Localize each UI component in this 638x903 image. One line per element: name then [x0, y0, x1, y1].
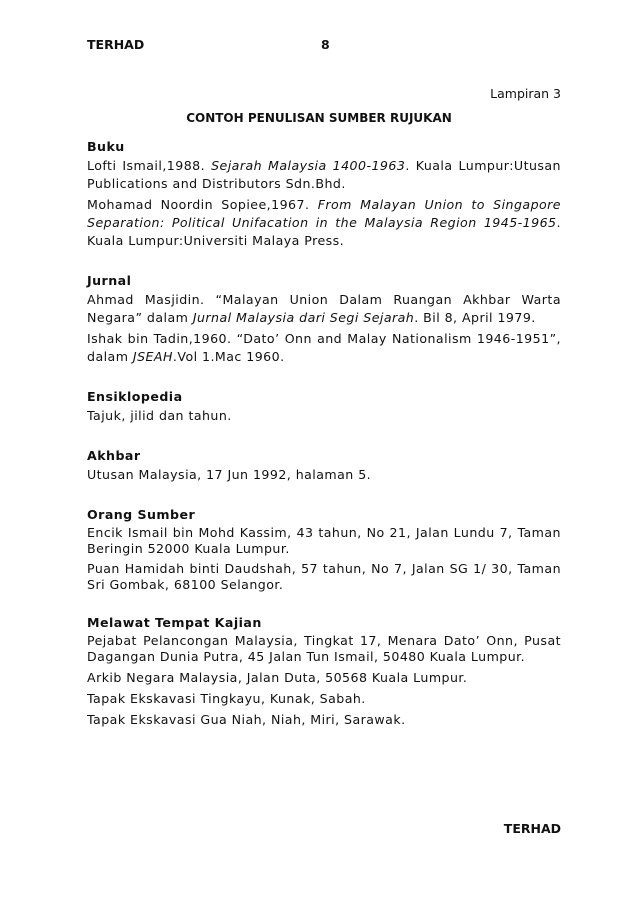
section-heading: Ensiklopedia: [87, 389, 183, 404]
entry-author: Mohamad Noordin Sopiee,1967.: [87, 197, 318, 212]
reference-entry: [87, 291, 561, 327]
entry-issue: .Vol 1.Mac 1960.: [172, 349, 285, 364]
section-ensiklopedia: [87, 387, 561, 425]
reference-entry: [87, 330, 561, 366]
reference-entry: Pejabat Pelancongan Malaysia, Tingkat 17, Menara Dato’ Onn, Pusat Dagangan Dunia Putra, 45 Jalan Tun Ismail, 50480 Kuala Lumpur.: [87, 633, 561, 664]
reference-entry: Encik Ismail bin Mohd Kassim, 43 tahun, No 21, Jalan Lundu 7, Taman Beringin 52000 Kuala Lumpur.: [87, 525, 561, 556]
footer-classification: TERHAD: [503, 821, 561, 836]
reference-entry: Tajuk, jilid dan tahun.: [87, 408, 232, 423]
section-heading: Jurnal: [87, 273, 132, 288]
reference-entry: Tapak Ekskavasi Gua Niah, Niah, Miri, Sarawak.: [87, 712, 406, 727]
section-heading: Melawat Tempat Kajian: [87, 615, 262, 630]
entry-title: From Malayan Union to Singapore Separation: Political Unifacation in the Malaysia Region 1945-1965: [87, 197, 561, 230]
entry-author: Lofti Ismail,1988.: [87, 158, 212, 173]
reference-entry: [87, 196, 561, 250]
section-melawat-tempat-kajian: [87, 613, 561, 729]
section-heading: Akhbar: [87, 448, 141, 463]
entry-title: Sejarah Malaysia 1400-1963: [211, 158, 406, 173]
entry-publisher: . Kuala Lumpur:Utusan Publications and Distributors Sdn.Bhd.: [87, 158, 561, 191]
section-akhbar: [87, 446, 561, 484]
section-heading: Buku: [87, 139, 125, 154]
entry-issue: . Bil 8, April 1979.: [414, 310, 536, 325]
section-jurnal: [87, 271, 561, 366]
page-number: 8: [321, 37, 330, 52]
header-classification: TERHAD: [87, 37, 145, 52]
section-buku: [87, 137, 561, 250]
entry-journal: JSEAH: [132, 349, 173, 364]
entry-publisher: . Kuala Lumpur:Universiti Malaya Press.: [87, 215, 561, 248]
entry-journal: Jurnal Malaysia dari Segi Sejarah: [192, 310, 415, 325]
section-orang-sumber: [87, 505, 561, 592]
reference-entry: Tapak Ekskavasi Tingkayu, Kunak, Sabah.: [87, 691, 366, 706]
section-heading: Orang Sumber: [87, 507, 196, 522]
reference-list: [87, 137, 561, 750]
reference-entry: Utusan Malaysia, 17 Jun 1992, halaman 5.: [87, 467, 372, 482]
entry-author: Ahmad Masjidin. “Malayan Union Dalam Ruangan Akhbar Warta Negara” dalam: [87, 292, 561, 325]
reference-entry: Puan Hamidah binti Daudshah, 57 tahun, No 7, Jalan SG 1/ 30, Taman Sri Gombak, 68100 Selangor.: [87, 561, 561, 592]
document-title: CONTOH PENULISAN SUMBER RUJUKAN: [186, 111, 452, 125]
reference-entry: Arkib Negara Malaysia, Jalan Duta, 50568 Kuala Lumpur.: [87, 670, 468, 685]
reference-entry: [87, 157, 561, 193]
entry-author: Ishak bin Tadin,1960. “Dato’ Onn and Malay Nationalism 1946-1951”, dalam: [87, 331, 561, 364]
appendix-label: Lampiran 3: [490, 86, 561, 101]
